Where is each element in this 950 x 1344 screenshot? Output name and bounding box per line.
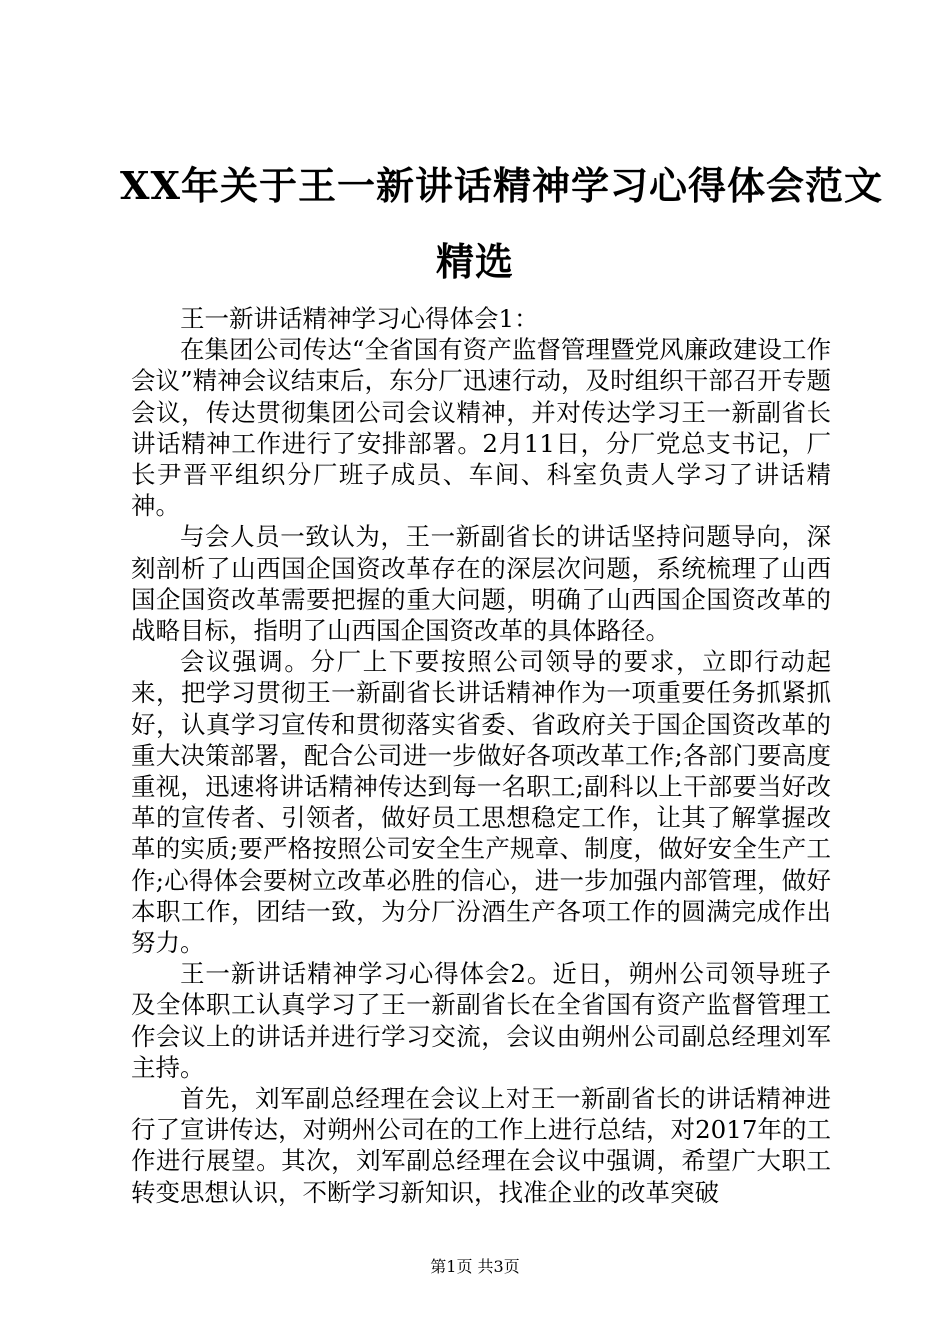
page-number-footer: 第1页 共3页 — [430, 1257, 520, 1276]
paragraph: 与会人员一致认为，王一新副省长的讲话坚持问题导向，深刻剖析了山西国企国资改革存在的深层次问题，系统梳理了山西国企国资改革需要把握的重大问题，明确了山西国企国资改革的战略目标，指明了山西国企国资改革的具体路径。 — [131, 522, 831, 646]
document-title-line-1: XX年关于王一新讲话精神学习心得体会范文 — [120, 163, 883, 208]
paragraph: 王一新讲话精神学习心得体会2。近日，朔州公司领导班子及全体职工认真学习了王一新副省长在全省国有资产监督管理工作会议上的讲话并进行学习交流，会议由朔州公司副总经理刘军主持。 — [131, 959, 831, 1082]
paragraph: 会议强调。分厂上下要按照公司领导的要求，立即行动起来，把学习贯彻王一新副省长讲话精神作为一项重要任务抓紧抓好，认真学习宣传和贯彻落实省委、省政府关于国企国资改革的重大决策部署，配合公司进一步做好各项改革工作;各部门要高度重视，迅速将讲话精神传达到每一名职工;副科以上干部要当好改革的宣传者、引领者，做好员工思想稳定工作，让其了解掌握改革的实质;要严格按照公司安全生产规章、制度，做好安全生产工作;心得体会要树立改革必胜的信心，进一步加强内部管理，做好本职工作，团结一致，为分厂汾酒生产各项工作的圆满完成作出努力。 — [131, 647, 831, 958]
document-body — [131, 303, 831, 1208]
document-title-line-2: 精选 — [435, 239, 514, 284]
paragraph: 首先，刘军副总经理在会议上对王一新副省长的讲话精神进行了宣讲传达，对朔州公司在的工作上进行总结，对2017年的工作进行展望。其次，刘军副总经理在会议中强调，希望广大职工转变思想认识，不断学习新知识，找准企业的改革突破 — [131, 1084, 831, 1207]
paragraph: 在集团公司传达“全省国有资产监督管理暨党风廉政建设工作会议”精神会议结束后，东分厂迅速行动，及时组织干部召开专题会议，传达贯彻集团公司会议精神，并对传达学习王一新副省长讲话精神工作进行了安排部署。2月11日，分厂党总支书记，厂长尹晋平组织分厂班子成员、车间、科室负责人学习了讲话精神。 — [131, 335, 831, 521]
paragraph-heading-1: 王一新讲话精神学习心得体会1： — [180, 304, 539, 333]
